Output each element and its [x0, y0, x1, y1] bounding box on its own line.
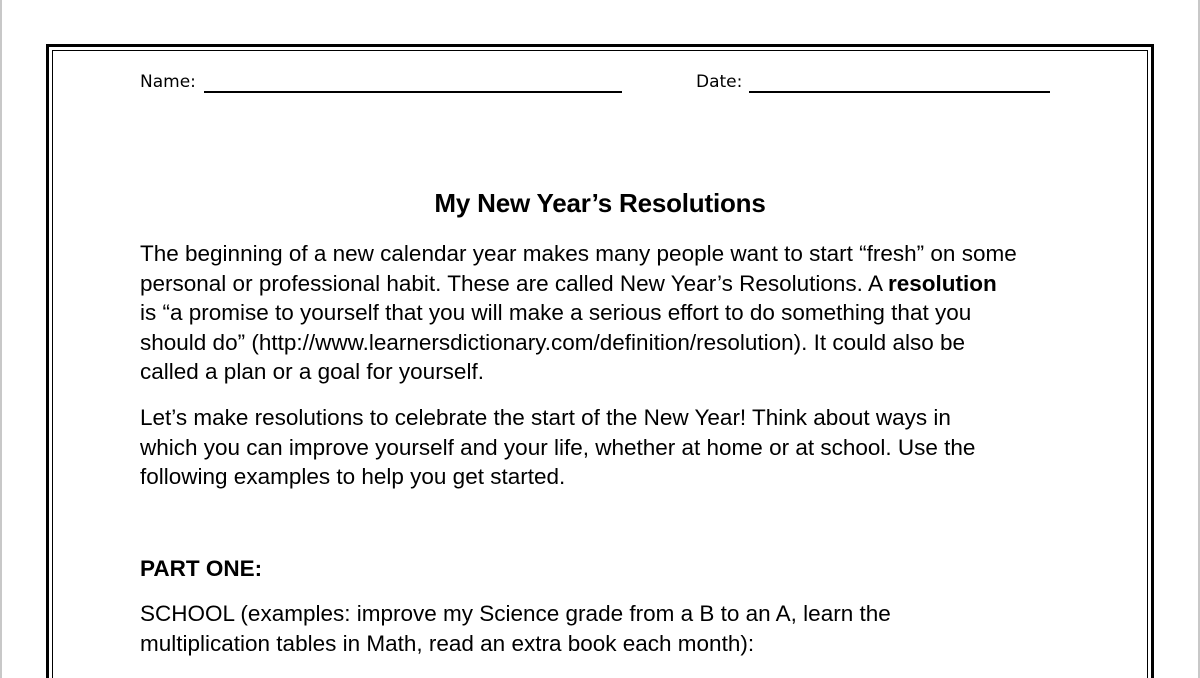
invite-paragraph — [140, 403, 1080, 492]
invite-line: which you can improve yourself and your life, whether at home or at school. Use the — [140, 434, 976, 460]
name-blank-line — [204, 91, 622, 93]
school-prompt — [140, 599, 1080, 658]
date-blank-line — [749, 91, 1050, 93]
header-row — [140, 72, 1060, 98]
resolution-term: resolution — [887, 270, 997, 296]
page-edge-left — [0, 0, 2, 678]
invite-line: following examples to help you get started. — [140, 464, 566, 489]
intro-paragraph — [140, 239, 1080, 387]
worksheet-title: My New Year’s Resolutions — [434, 188, 766, 218]
intro-line — [140, 269, 1080, 299]
intro-line: called a plan or a goal for yourself. — [140, 359, 484, 384]
school-prompt-line: SCHOOL (examples: improve my Science grade from a B to an A, learn the — [140, 601, 891, 626]
intro-line: should do” (http://www.learnersdictionary.com/definition/resolution). It could also be — [140, 329, 965, 355]
invite-line: Let’s make resolutions to celebrate the start of the New Year! Think about ways in — [140, 405, 951, 430]
intro-line-text: personal or professional habit. These are called New Year’s Resolutions. A — [140, 270, 888, 296]
intro-line: is “a promise to yourself that you will make a serious effort to do something that you — [140, 300, 972, 325]
intro-line: The beginning of a new calendar year makes many people want to start “fresh” on some — [140, 241, 1017, 266]
part-one-heading: PART ONE: — [140, 556, 263, 581]
name-label: Name: — [140, 72, 196, 92]
date-label: Date: — [696, 72, 743, 92]
school-prompt-line: multiplication tables in Math, read an extra book each month): — [140, 630, 755, 656]
